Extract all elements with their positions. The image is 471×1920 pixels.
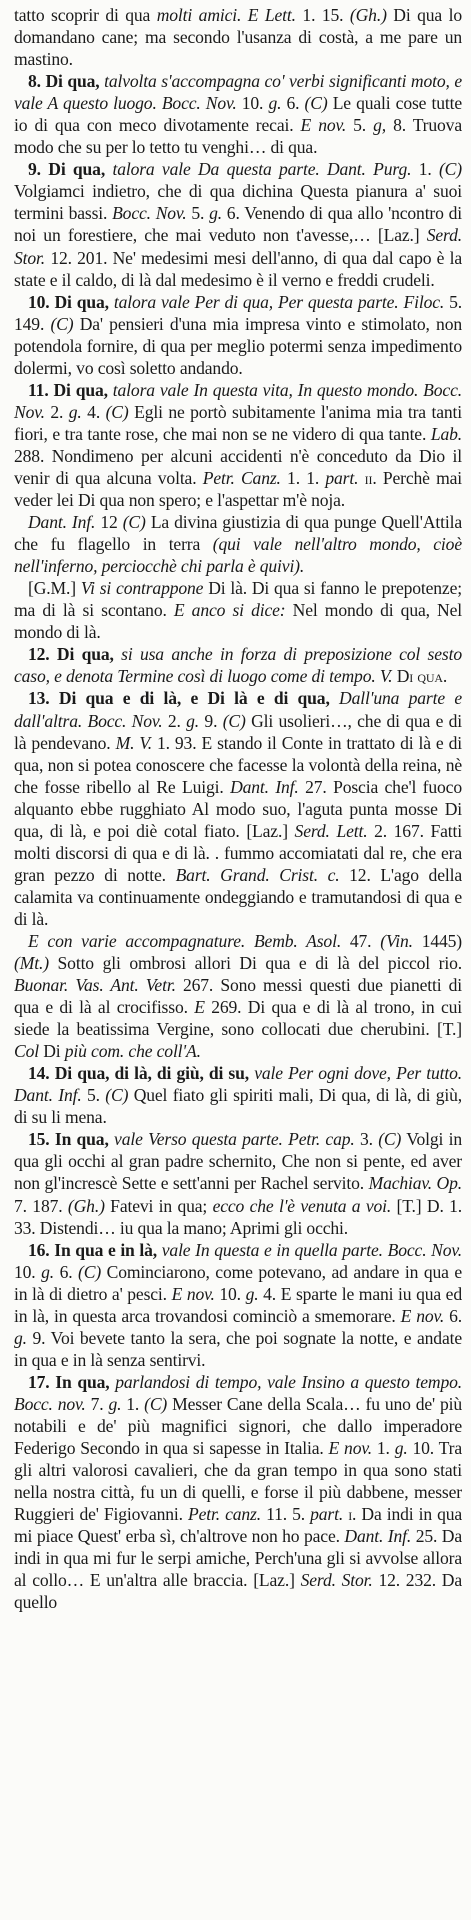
entry-text: 8. Truova modo che su per lo tetto tu venghi… di qua.	[14, 115, 462, 158]
entry-text: Lab.	[430, 423, 462, 444]
entry-text: (C)	[105, 401, 129, 422]
entry-text: 267. Sono messi questi due pianetti di qua e di là al crocifisso.	[14, 975, 462, 1018]
entry-paragraph	[14, 930, 462, 1062]
entry-text: 1. 15.	[295, 5, 350, 25]
entry-text: ii.	[364, 467, 377, 488]
entry-text: 47.	[341, 930, 381, 951]
entry-text: g.	[394, 1438, 408, 1459]
entry-text: g.	[186, 710, 200, 731]
entry-text: (Gh.)	[67, 1195, 105, 1216]
entry-text: g.	[68, 401, 82, 422]
entry-text: 12. L'ago della calamita va continuamente ondeggiando e tramutandosi di qua e di là.	[14, 864, 462, 929]
entry-text: 6. Venendo di qua allo 'ncontro di noi un forestiere, che mai veduto non t'avesse,… [Laz.]	[14, 203, 462, 246]
entry-text: 25. Da indi in qua mi fur le serpi amiche, Perch'una gli si avvolse allora al collo… E un'altra alle braccia. [Laz.]	[14, 1526, 462, 1591]
entry-text: 10.	[14, 1261, 42, 1282]
entry-text: (C)	[144, 1393, 168, 1414]
entry-text: 1445)	[412, 930, 462, 951]
entry-text: 2.	[44, 401, 69, 422]
entry-text: 1.	[121, 1393, 145, 1414]
entry-text: Volgi in qua gli occhi al gran padre schernito, Che non si pente, ed aver non gl'increscè Sette e sett'anni per Rachel servito.	[14, 1129, 462, 1194]
entry-text: 11. 5.	[261, 1504, 311, 1525]
entry-text: 7.	[85, 1393, 109, 1414]
entry-text: Messer Cane della Scala… fu uno de' più notabili e de' più magnifici signori, che dallo imperadore Federigo Secondo in qua si sapesse in Italia.	[14, 1393, 462, 1459]
entry-text: (C)	[105, 1085, 129, 1106]
entry-text: E nov.	[328, 1438, 372, 1459]
entry-text: Volgiamci indietro, che di qua dichina Questa pianura a' suoi termini bassi.	[14, 181, 462, 224]
entry-paragraph	[14, 1239, 462, 1371]
entry-text: (Mt.)	[14, 953, 49, 974]
entry-paragraph	[14, 577, 462, 643]
entry-text: Bart. Grand. Crist. c.	[175, 864, 340, 885]
entry-text: g.	[41, 1261, 55, 1282]
entry-paragraph	[14, 643, 462, 687]
entry-text: Cominciarono, come potevano, ad andare in qua e in là di dietro a' pesci.	[14, 1261, 462, 1304]
entry-text: 9.	[199, 710, 223, 731]
entry-text: 7. 187.	[14, 1195, 68, 1216]
entry-heading: 12. Di qua,	[28, 644, 122, 665]
entry-paragraph	[14, 1128, 462, 1238]
entry-text: (Gh.)	[349, 5, 387, 25]
entry-paragraph	[14, 511, 462, 577]
entry-text: g,	[373, 115, 387, 136]
entry-text: talora vale Per di qua, Per questa parte. Filoc.	[113, 291, 445, 312]
entry-text: Di là. Di qua si fanno le prepotenze; ma di là si scontano.	[14, 578, 462, 621]
entry-text: 12	[95, 512, 123, 533]
entry-text: 5.	[186, 203, 210, 224]
entry-heading: 10. Di qua,	[28, 291, 114, 312]
entry-text: 269. Di qua e di là al trono, in cui siede la beatissima Vergine, sono collocati due cherubini. [T.]	[14, 997, 462, 1040]
entry-text: Petr. Canz.	[202, 467, 281, 488]
entry-text: La divina giustizia di qua punge Quell'Attila che fu flagello in terra	[14, 512, 462, 555]
entry-text: Vi si contrappone	[80, 578, 204, 599]
entry-paragraph	[14, 1371, 462, 1614]
entry-text: Buonar. Vas. Ant. Vetr.	[14, 975, 176, 996]
entry-text: Dant. Inf.	[230, 776, 299, 797]
entry-text: Dant. Inf.	[344, 1526, 412, 1547]
entry-text: g.	[14, 1327, 27, 1348]
entry-text: Sotto gli ombrosi allori Di qua e di là del piccol rio.	[48, 953, 462, 974]
entry-text: 4. E sparte le mani iu qua ed in là, in questa arca trovandosi cominciò a smemorare.	[14, 1283, 462, 1326]
entry-text: molti amici. E Lett.	[156, 5, 296, 25]
entry-text: E	[194, 997, 205, 1018]
entry-text: Quel fiato gli spiriti mali, Di qua, di là, di giù, di su li mena.	[14, 1085, 462, 1128]
entry-text: 3.	[354, 1129, 379, 1150]
entry-text: vale Per ogni dove, Per tutto. Dant. Inf.	[14, 1063, 462, 1106]
entry-text: 12. 232. Da quello	[14, 1570, 462, 1613]
entry-text: (C)	[222, 710, 246, 731]
entry-text: (qui vale nell'altro mondo, cioè nell'inferno, perciocchè chi parla è quivi).	[14, 534, 462, 577]
entry-text: i.	[348, 1504, 357, 1525]
entry-text: Fatevi in qua;	[104, 1195, 213, 1216]
entry-text: (C)	[50, 313, 74, 334]
entry-column	[14, 4, 462, 1613]
entry-heading: 8. Di qua,	[28, 71, 105, 92]
entry-text: 5.	[346, 115, 374, 136]
entry-text: Serd. Stor.	[14, 225, 462, 268]
entry-text: E con varie accompagnature. Bemb. Asol.	[28, 930, 342, 951]
entry-text: Di	[38, 1041, 65, 1062]
entry-text: (C)	[438, 159, 462, 180]
entry-text: Gli usolieri…, che di qua e di là pendevano.	[14, 710, 462, 753]
entry-heading: 16. In qua e in là,	[28, 1239, 162, 1260]
entry-text: Da' pensieri d'una mia impresa vinto e stimolato, non potendola fornire, di qua per meglio potermi senza impedimento dolermi, vo così soletto andando.	[14, 313, 462, 378]
entry-text: 6.	[444, 1305, 462, 1326]
entry-text: 9. Voi bevete tanto la sera, che poi sognate la notte, e andate in qua e in là senza sentirvi.	[14, 1327, 462, 1370]
entry-text: Nel mondo di qua, Nel mondo di là.	[14, 600, 463, 643]
entry-text: g.	[108, 1393, 122, 1414]
entry-text: 27. Poscia che'l fuoco alquanto ebbe rugghiato Al modo suo, l'aguta punta mosse Di qua, di là, e poi diè cotal fiato. [Laz.]	[14, 776, 462, 841]
entry-text: 10.	[236, 93, 269, 114]
entry-text: Dall'una parte e dall'altra. Bocc. Nov.	[14, 688, 463, 731]
entry-paragraph	[14, 291, 462, 379]
entry-text: Serd. Stor.	[300, 1570, 373, 1591]
entry-text: Le quali cose tutte io di qua con meco divotamente recai.	[14, 93, 462, 136]
entry-text: 1. 1.	[280, 467, 326, 488]
entry-text: Petr. canz.	[188, 1504, 261, 1525]
entry-heading: 17. In qua,	[28, 1371, 116, 1392]
entry-text: M. V.	[115, 732, 152, 753]
entry-text: 6.	[281, 93, 305, 114]
entry-text: vale In questa e in quella parte. Bocc. Nov.	[161, 1239, 462, 1260]
entry-text: g.	[209, 203, 222, 224]
entry-text: Dant. Inf.	[28, 512, 96, 533]
entry-text: E nov.	[400, 1305, 445, 1326]
entry-text: Perchè mai veder lei Di qua non spero; e l'aspettar m'è noja.	[14, 467, 462, 511]
entry-text: parlandosi di tempo, vale Insino a questo tempo. Bocc. nov.	[14, 1371, 462, 1414]
entry-text: 1. 93. E stando il Conte in trattato di là e di qua, non si potea conoscere che facesse la volontà della reina, nè che fosse ribello al Re Luigi.	[14, 732, 462, 797]
entry-text: talvolta s'accompagna co' verbi significanti moto, e vale A questo luogo. Bocc. Nov.	[14, 71, 462, 114]
entry-text: 5.	[81, 1085, 106, 1106]
entry-paragraph	[14, 158, 462, 290]
entry-text: vale Verso questa parte. Petr. cap.	[114, 1129, 355, 1150]
entry-paragraph	[14, 379, 462, 511]
entry-text: (C)	[78, 1261, 102, 1282]
entry-heading: 13. Di qua e di là, e Di là e di qua,	[28, 688, 340, 709]
entry-heading: 9. Di qua,	[28, 159, 113, 180]
entry-paragraph	[14, 4, 462, 70]
entry-text: talora vale Da questa parte. Dant. Purg.	[112, 159, 412, 180]
entry-text: 1.	[411, 159, 439, 180]
entry-text: 288. Nondimeno per alcuni accidenti n'è conceduto da Dio il venir di qua alcuna volta.	[14, 445, 462, 488]
entry-text: Bocc. Nov.	[112, 203, 187, 224]
entry-text: talora vale In questa vita, In questo mondo. Bocc. Nov.	[14, 379, 462, 422]
entry-text: 12. 201. Ne' medesimi mesi dell'anno, di qua dal capo è la state e il caldo, di là dal medesimo è il verno e freddi crudeli.	[14, 247, 462, 290]
entry-text: Di qua.	[396, 666, 448, 687]
entry-text: più com. che coll'A.	[64, 1041, 201, 1062]
entry-text: 5. 149.	[14, 291, 462, 334]
entry-text: (C)	[122, 512, 146, 533]
entry-text: tatto scoprir di qua	[14, 5, 157, 25]
entry-text: g.	[245, 1283, 259, 1304]
entry-paragraph	[14, 70, 462, 158]
entry-text: E nov.	[171, 1283, 215, 1304]
entry-text: 6.	[54, 1261, 79, 1282]
entry-text: (C)	[304, 93, 328, 114]
entry-heading: 11. Di qua,	[28, 379, 113, 400]
entry-text: (Vin.	[380, 930, 413, 951]
entry-text: Di qua lo domandano cane; ma secondo l'usanza di costà, a me pare un mastino.	[14, 5, 462, 70]
entry-text: 1.	[371, 1438, 395, 1459]
entry-text: E nov.	[300, 115, 347, 136]
entry-text: Machiav. Op.	[368, 1173, 462, 1194]
entry-text: (C)	[378, 1129, 402, 1150]
entry-text: Serd. Lett.	[294, 820, 368, 841]
entry-text: ecco che l'è venuta a voi.	[212, 1195, 392, 1216]
entry-text: [G.M.]	[28, 578, 81, 599]
entry-text: [T.] D. 1. 33. Distendi… iu qua la mano; Aprimi gli occhi.	[14, 1195, 462, 1238]
entry-paragraph	[14, 1062, 462, 1128]
entry-text: 2. 167. Fatti molti discorsi di qua e di là. . fummo accomiatati dal re, che era gran pezzo di notte.	[14, 820, 463, 885]
entry-heading: 15. In qua,	[28, 1129, 115, 1150]
entry-text: 10. Tra gli altri valorosi cavalieri, che da gran tempo in qua sono stati nella nostra città, fu un di quelli, e forse il più dabbene, messer Ruggieri de' Figiovanni.	[14, 1438, 462, 1525]
entry-text: 10.	[214, 1283, 246, 1304]
entry-heading: 14. Di qua, di là, di giù, di su,	[28, 1063, 255, 1084]
entry-text: Da indi in qua mi piace Quest' erba sì, ch'altrove non ho pace.	[14, 1504, 463, 1547]
entry-text: Egli ne portò subitamente l'anima mia tra tanti fiori, e tra tante rose, che mai non se ne videro di qua tante.	[14, 401, 462, 444]
entry-text: si usa anche in forza di preposizione col sesto caso, e denota Termine così di luogo come di tempo. V.	[14, 644, 462, 687]
entry-text: Col	[14, 1041, 39, 1062]
entry-text: part.	[325, 467, 359, 488]
entry-text: 2.	[162, 710, 187, 731]
entry-paragraph	[14, 687, 462, 930]
entry-text: 4.	[81, 401, 106, 422]
entry-text: g.	[268, 93, 282, 114]
entry-text: part.	[310, 1504, 344, 1525]
entry-text: E anco si dice:	[173, 600, 286, 621]
